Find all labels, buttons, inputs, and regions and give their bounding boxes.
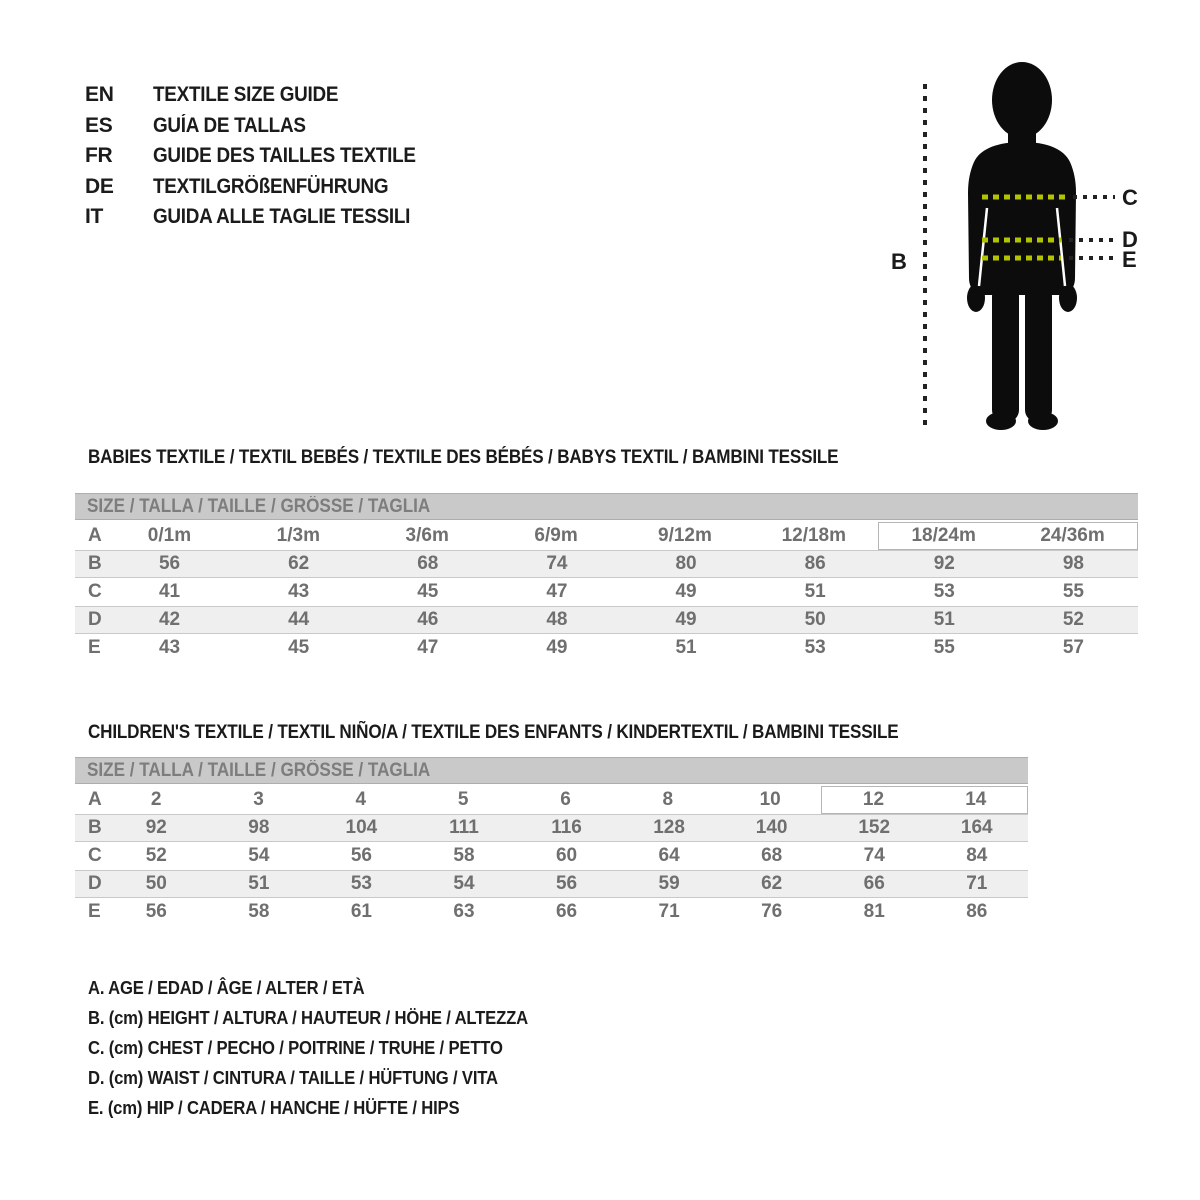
table-cell: 41 bbox=[158, 581, 181, 602]
legend-height-text: B. (cm) HEIGHT / ALTURA / HAUTEUR / HÖHE / ALTEZZA bbox=[88, 1007, 528, 1028]
table-cell: 56 bbox=[555, 873, 578, 894]
language-row-es bbox=[85, 111, 445, 142]
size-table-header-text: SIZE / TALLA / TAILLE / GRÖSSE / TAGLIA bbox=[87, 759, 431, 781]
table-cell: 53 bbox=[350, 873, 372, 894]
table-cell: 60 bbox=[555, 845, 578, 866]
table-cell: 49 bbox=[675, 609, 697, 630]
table-cell: 57 bbox=[1062, 637, 1084, 658]
table-cell: 104 bbox=[345, 817, 378, 838]
table-cell: 55 bbox=[933, 637, 955, 658]
table-cell: 164 bbox=[960, 817, 993, 838]
table-cell: 58 bbox=[248, 901, 270, 922]
table-cell: 49 bbox=[675, 581, 697, 602]
table-cell: 50 bbox=[804, 609, 826, 630]
legend-hip-text: E. (cm) HIP / CADERA / HANCHE / HÜFTE / HIPS bbox=[88, 1097, 460, 1118]
size-table-header bbox=[75, 757, 1028, 784]
children-section-title bbox=[88, 722, 989, 744]
table-cell: 24/36m bbox=[1008, 522, 1138, 550]
row-label: B bbox=[88, 817, 102, 838]
table-cell: 68 bbox=[761, 845, 783, 866]
guide-title-it: GUIDA ALLE TAGLIE TESSILI bbox=[153, 205, 411, 229]
table-cell: 59 bbox=[658, 873, 680, 894]
legend-row-height bbox=[88, 1003, 577, 1033]
table-cell: 47 bbox=[546, 581, 568, 602]
row-label: A bbox=[88, 525, 102, 546]
table-cell: 56 bbox=[145, 901, 167, 922]
table-row-C bbox=[75, 842, 1028, 870]
guide-title-en: TEXTILE SIZE GUIDE bbox=[153, 83, 339, 107]
table-row-D bbox=[75, 870, 1028, 898]
table-cell: 43 bbox=[158, 637, 181, 658]
table-row-D bbox=[75, 606, 1138, 634]
table-cell: 51 bbox=[804, 581, 826, 602]
table-cell: 3 bbox=[253, 789, 264, 810]
table-row-B bbox=[75, 550, 1138, 578]
table-cell: 81 bbox=[863, 901, 885, 922]
guide-title-es: GUÍA DE TALLAS bbox=[153, 113, 306, 137]
table-cell: 6 bbox=[560, 789, 571, 810]
table-cell: 10 bbox=[759, 789, 781, 810]
row-label: B bbox=[88, 553, 102, 574]
table-cell: 51 bbox=[675, 637, 697, 658]
language-code: ES bbox=[85, 113, 113, 137]
legend-chest-text: C. (cm) CHEST / PECHO / POITRINE / TRUHE / PETTO bbox=[88, 1037, 503, 1058]
waist-label-d: D bbox=[1122, 227, 1138, 252]
children-section-title-text: CHILDREN'S TEXTILE / TEXTIL NIÑO/A / TEXTILE DES ENFANTS / KINDERTEXTIL / BAMBINI TESSILE bbox=[88, 722, 899, 743]
table-cell: 71 bbox=[658, 901, 680, 922]
language-title-list bbox=[85, 80, 445, 233]
size-table-header bbox=[75, 493, 1138, 520]
table-cell: 74 bbox=[863, 845, 885, 866]
table-cell: 56 bbox=[350, 845, 372, 866]
language-code: EN bbox=[85, 83, 114, 107]
babies-section-title bbox=[88, 447, 922, 469]
table-cell: 80 bbox=[675, 553, 697, 574]
table-cell: 50 bbox=[145, 873, 167, 894]
table-cell: 46 bbox=[417, 609, 439, 630]
table-cell: 47 bbox=[417, 637, 439, 658]
table-row-C bbox=[75, 578, 1138, 606]
language-code: IT bbox=[85, 205, 104, 229]
table-cell: 4 bbox=[355, 789, 367, 810]
table-cell: 98 bbox=[1062, 553, 1084, 574]
language-row-de bbox=[85, 172, 445, 203]
guide-title-de: TEXTILGRÖßENFÜHRUNG bbox=[153, 174, 389, 198]
table-cell: 61 bbox=[350, 901, 372, 922]
table-cell: 86 bbox=[804, 553, 826, 574]
table-cell: 84 bbox=[966, 845, 988, 866]
table-cell: 53 bbox=[804, 637, 826, 658]
table-cell: 66 bbox=[555, 901, 578, 922]
language-code: DE bbox=[85, 174, 114, 198]
table-cell: 140 bbox=[755, 817, 788, 838]
language-row-fr bbox=[85, 141, 445, 172]
table-cell: 18/24m bbox=[878, 522, 1008, 550]
table-cell: 49 bbox=[546, 637, 568, 658]
table-cell: 12 bbox=[821, 786, 924, 814]
table-cell: 92 bbox=[145, 817, 167, 838]
table-cell: 1/3m bbox=[276, 525, 320, 546]
table-cell: 0/1m bbox=[147, 525, 192, 546]
table-cell: 44 bbox=[288, 609, 310, 630]
table-cell: 86 bbox=[966, 901, 988, 922]
guide-title-fr: GUIDE DES TAILLES TEXTILE bbox=[153, 144, 416, 168]
measurement-legend bbox=[88, 973, 577, 1123]
table-row-B bbox=[75, 814, 1028, 842]
table-cell: 92 bbox=[933, 553, 955, 574]
children-size-table bbox=[75, 757, 1028, 926]
babies-section-title-text: BABIES TEXTILE / TEXTIL BEBÉS / TEXTILE DES BÉBÉS / BABYS TEXTIL / BAMBINI TESSILE bbox=[88, 447, 839, 468]
table-cell: 111 bbox=[449, 817, 479, 838]
table-cell: 98 bbox=[248, 817, 270, 838]
table-cell: 9/12m bbox=[658, 525, 712, 546]
table-cell: 66 bbox=[863, 873, 885, 894]
table-cell: 3/6m bbox=[405, 525, 449, 546]
hip-label-e: E bbox=[1122, 247, 1137, 272]
table-row-E bbox=[75, 898, 1028, 926]
language-row-it bbox=[85, 202, 445, 233]
row-label: A bbox=[88, 789, 102, 810]
table-cell: 12/18m bbox=[781, 525, 847, 546]
table-cell: 2 bbox=[150, 789, 162, 810]
table-cell: 116 bbox=[551, 817, 582, 838]
table-cell: 51 bbox=[933, 609, 955, 630]
table-cell: 55 bbox=[1062, 581, 1084, 602]
table-cell: 58 bbox=[453, 845, 475, 866]
table-cell: 68 bbox=[417, 553, 439, 574]
row-label: C bbox=[88, 581, 102, 602]
table-cell: 64 bbox=[658, 845, 680, 866]
legend-row-waist bbox=[88, 1063, 577, 1093]
height-label-b: B bbox=[891, 249, 907, 274]
table-cell: 71 bbox=[966, 873, 988, 894]
table-cell: 53 bbox=[933, 581, 955, 602]
table-cell: 56 bbox=[158, 553, 181, 574]
table-cell: 5 bbox=[457, 789, 469, 810]
table-cell: 52 bbox=[145, 845, 167, 866]
table-cell: 62 bbox=[288, 553, 310, 574]
table-cell: 6/9m bbox=[534, 525, 578, 546]
legend-age-text: A. AGE / EDAD / ÂGE / ALTER / ETÀ bbox=[88, 977, 365, 998]
measurement-figure bbox=[875, 48, 1165, 450]
table-cell: 128 bbox=[653, 817, 685, 838]
size-table-header-text: SIZE / TALLA / TAILLE / GRÖSSE / TAGLIA bbox=[87, 495, 431, 517]
language-code: FR bbox=[85, 144, 113, 168]
table-cell: 51 bbox=[248, 873, 270, 894]
table-cell: 8 bbox=[662, 789, 674, 810]
table-cell: 43 bbox=[288, 581, 310, 602]
table-cell: 152 bbox=[858, 817, 891, 838]
table-cell: 48 bbox=[546, 609, 568, 630]
table-cell: 52 bbox=[1062, 609, 1084, 630]
babies-size-table bbox=[75, 493, 1138, 662]
table-cell: 45 bbox=[288, 637, 310, 658]
table-cell: 42 bbox=[158, 609, 181, 630]
legend-row-age bbox=[88, 973, 577, 1003]
table-row-A bbox=[75, 522, 1138, 550]
table-cell: 76 bbox=[761, 901, 783, 922]
row-label: D bbox=[88, 609, 102, 630]
row-label: D bbox=[88, 873, 102, 894]
chest-label-c: C bbox=[1122, 185, 1138, 210]
table-cell: 62 bbox=[761, 873, 783, 894]
table-cell: 74 bbox=[546, 553, 568, 574]
table-cell: 45 bbox=[417, 581, 439, 602]
table-cell: 54 bbox=[453, 873, 475, 894]
legend-row-chest bbox=[88, 1033, 577, 1063]
table-row-E bbox=[75, 634, 1138, 662]
language-row-en bbox=[85, 80, 445, 111]
table-row-A bbox=[75, 786, 1028, 814]
row-label: E bbox=[88, 637, 101, 658]
table-cell: 54 bbox=[248, 845, 270, 866]
table-cell: 63 bbox=[453, 901, 475, 922]
table-cell: 14 bbox=[925, 786, 1028, 814]
legend-row-hip bbox=[88, 1093, 577, 1123]
legend-waist-text: D. (cm) WAIST / CINTURA / TAILLE / HÜFTUNG / VITA bbox=[88, 1067, 498, 1088]
row-label: C bbox=[88, 845, 102, 866]
row-label: E bbox=[88, 901, 101, 922]
